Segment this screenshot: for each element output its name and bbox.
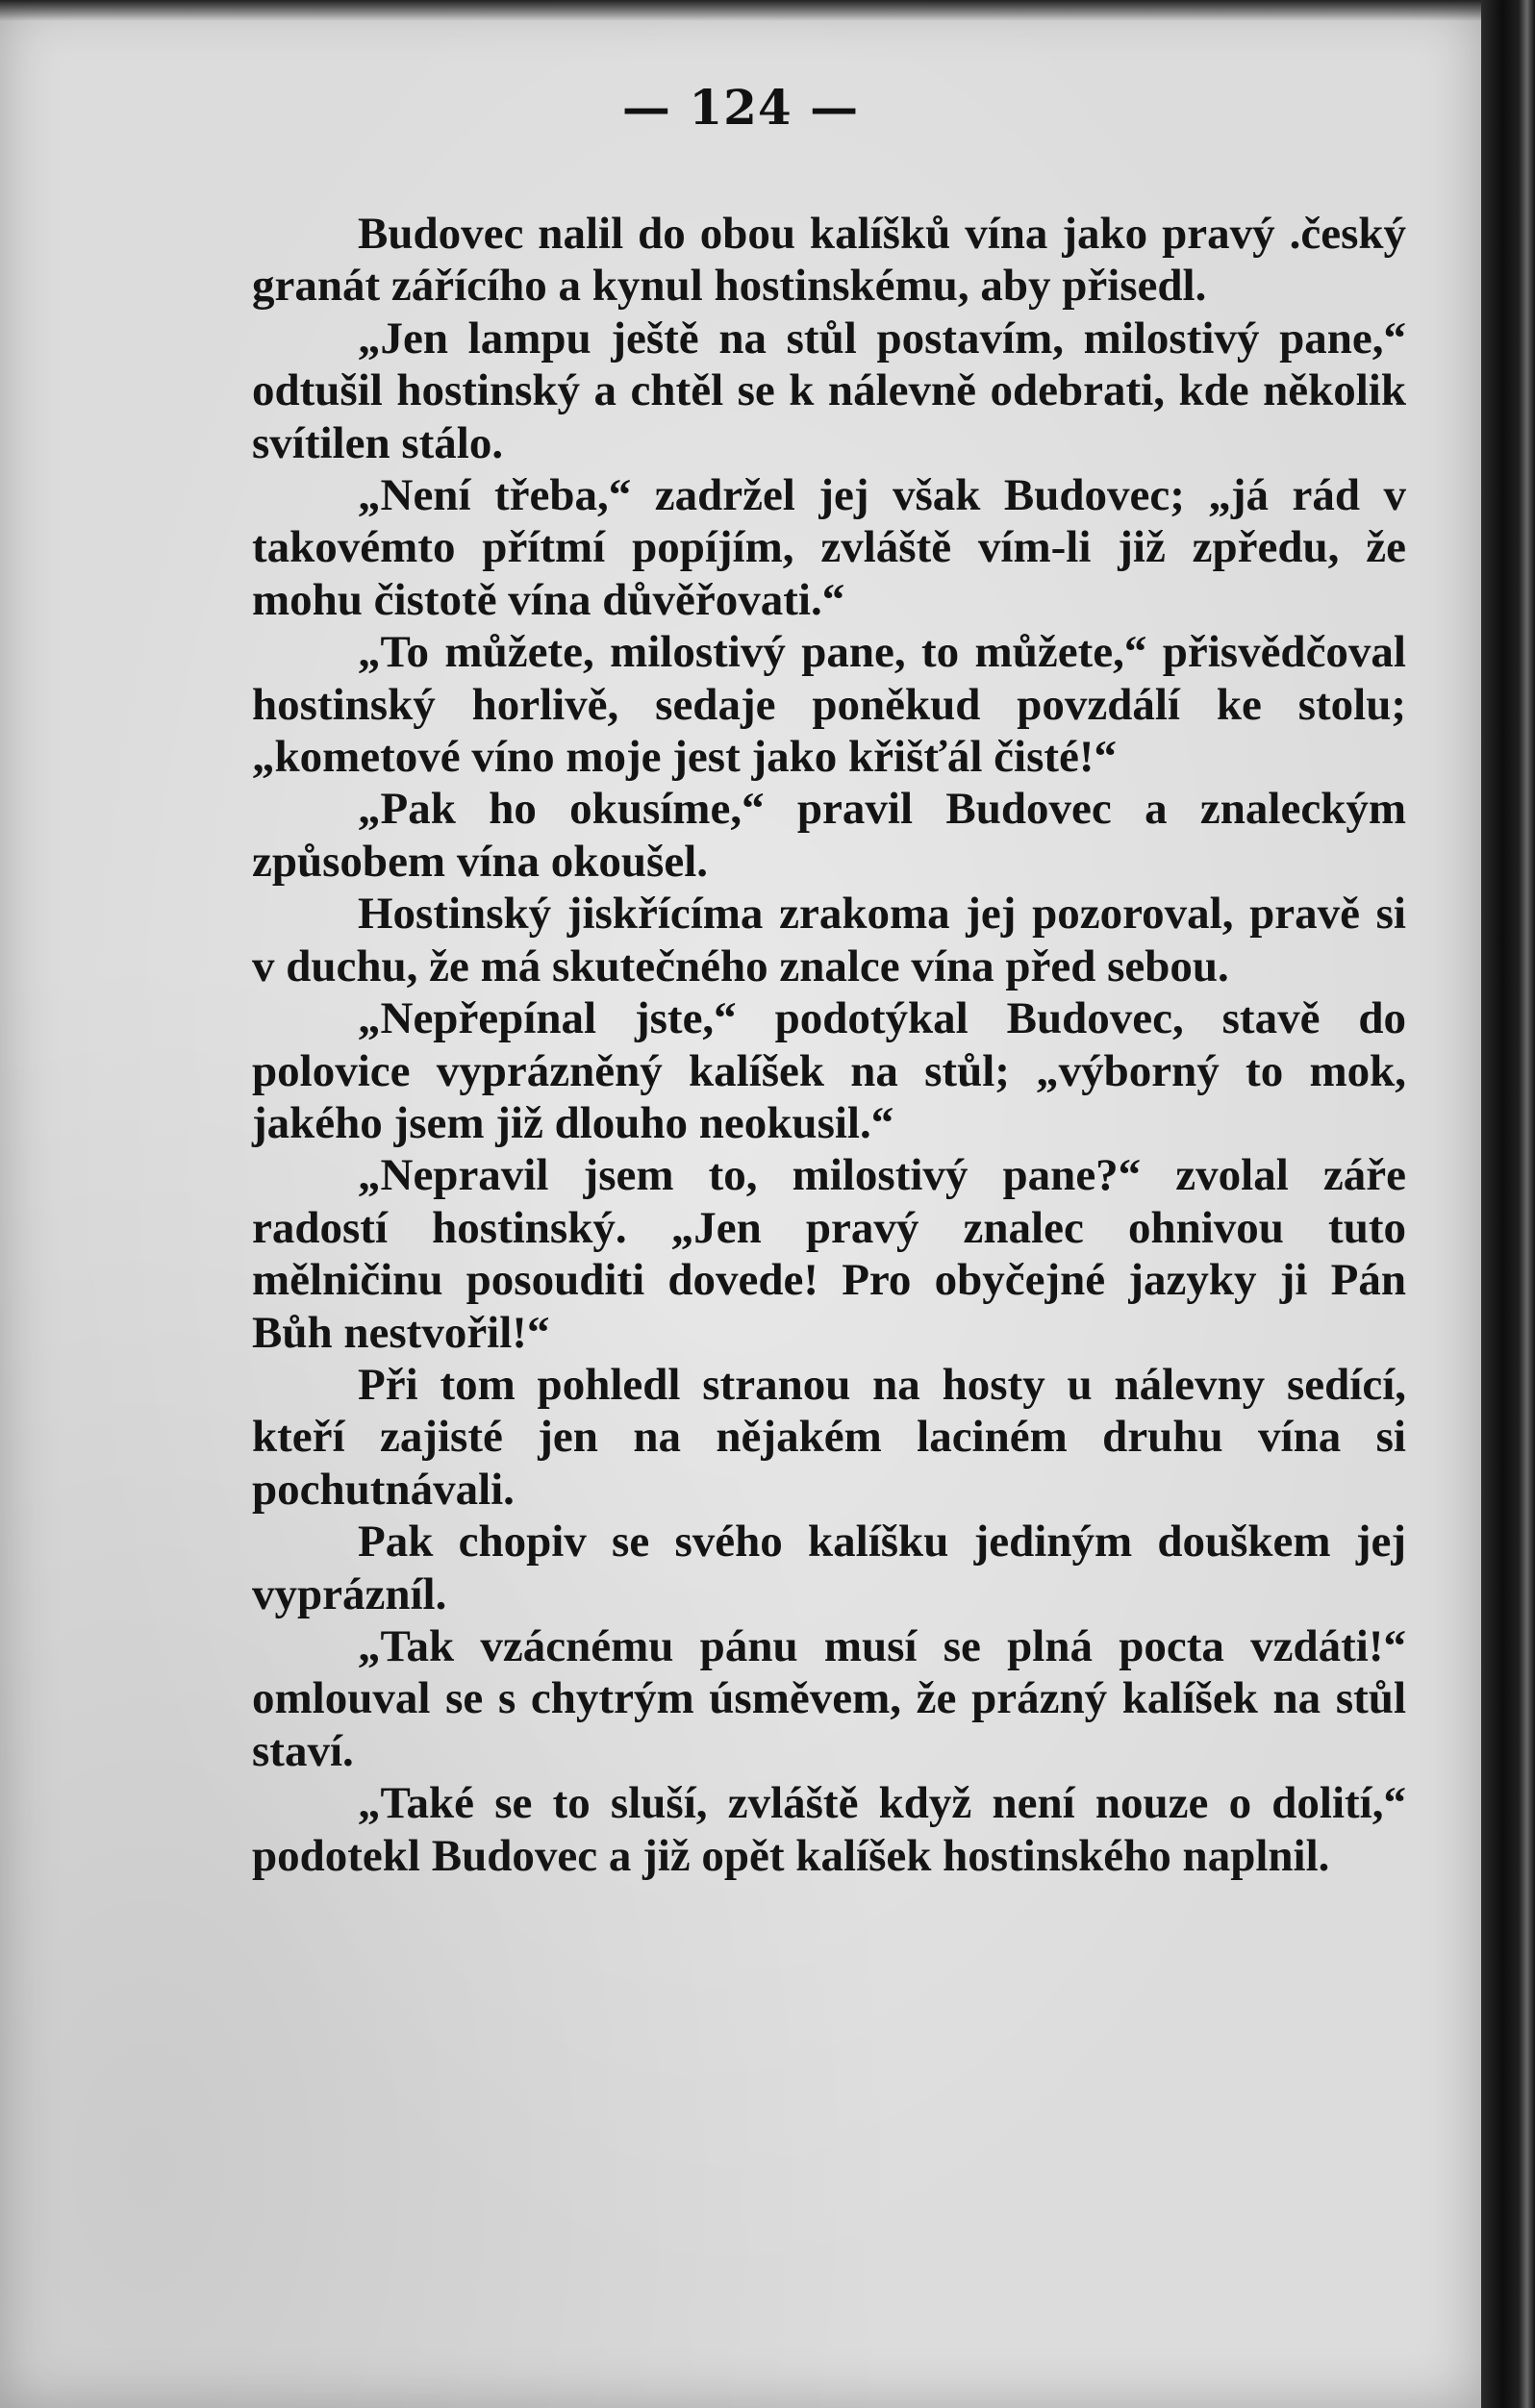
paragraph: „Pak ho okusíme,“ pravil Budovec a znaleckým způsobem vína okoušel. xyxy=(252,784,1406,887)
paragraph: „Také se to sluší, zvláště když není nouze o dolití,“ podotekl Budovec a již opět kalíšek hostinského naplnil. xyxy=(252,1778,1406,1881)
paragraph: „Jen lampu ještě na stůl postavím, milostivý pane,“ odtušil hostinský a chtěl se k nálevně odebrati, kde několik svítilen stálo. xyxy=(252,313,1406,468)
paragraph: Hostinský jiskřícíma zrakoma jej pozoroval, pravě si v duchu, že má skutečného znalce vína před sebou. xyxy=(252,889,1406,991)
paragraph: Budovec nalil do obou kalíšků vína jako pravý .český granát zářícího a kynul hostinskému, aby přisedl. xyxy=(252,209,1406,312)
book-gutter-edge xyxy=(1481,0,1535,2408)
paragraph: „Není třeba,“ zadržel jej však Budovec; „já rád v takovémto přítmí popíjím, zvláště vím-li již zpředu, že mohu čistotě vína důvěřovati.“ xyxy=(252,470,1406,625)
paragraph: Pak chopiv se svého kalíšku jediným douškem jej vyprázníl. xyxy=(252,1517,1406,1619)
paragraph: „Tak vzácnému pánu musí se plná pocta vzdáti!“ omlouval se s chytrým úsměvem, že prázný kalíšek na stůl staví. xyxy=(252,1620,1406,1776)
paragraph: „To můžete, milostivý pane, to můžete,“ přisvědčoval hostinský horlivě, sedaje poněkud povzdálí ke stolu; „kometové víno moje jest jako křišťál čisté!“ xyxy=(252,627,1406,783)
page-number: — 124 — xyxy=(621,79,860,136)
paragraph: „Nepravil jsem to, milostivý pane?“ zvolal záře radostí hostinský. „Jen pravý znalec ohnivou tuto mělničinu posouditi dovede! Pro obyčejné jazyky ji Pán Bůh nestvořil!“ xyxy=(252,1150,1406,1358)
page-top-shadow xyxy=(0,0,1481,21)
paragraph: „Nepřepínal jste,“ podotýkal Budovec, stavě do polovice vyprázněný kalíšek na stůl; „výborný to mok, jakého jsem již dlouho neokusil.“ xyxy=(252,993,1406,1148)
paragraph: Při tom pohledl stranou na hosty u nálevny sedící, kteří zajisté jen na nějakém laciném druhu vína si pochutnávali. xyxy=(252,1359,1406,1515)
body-text xyxy=(252,208,1406,1882)
